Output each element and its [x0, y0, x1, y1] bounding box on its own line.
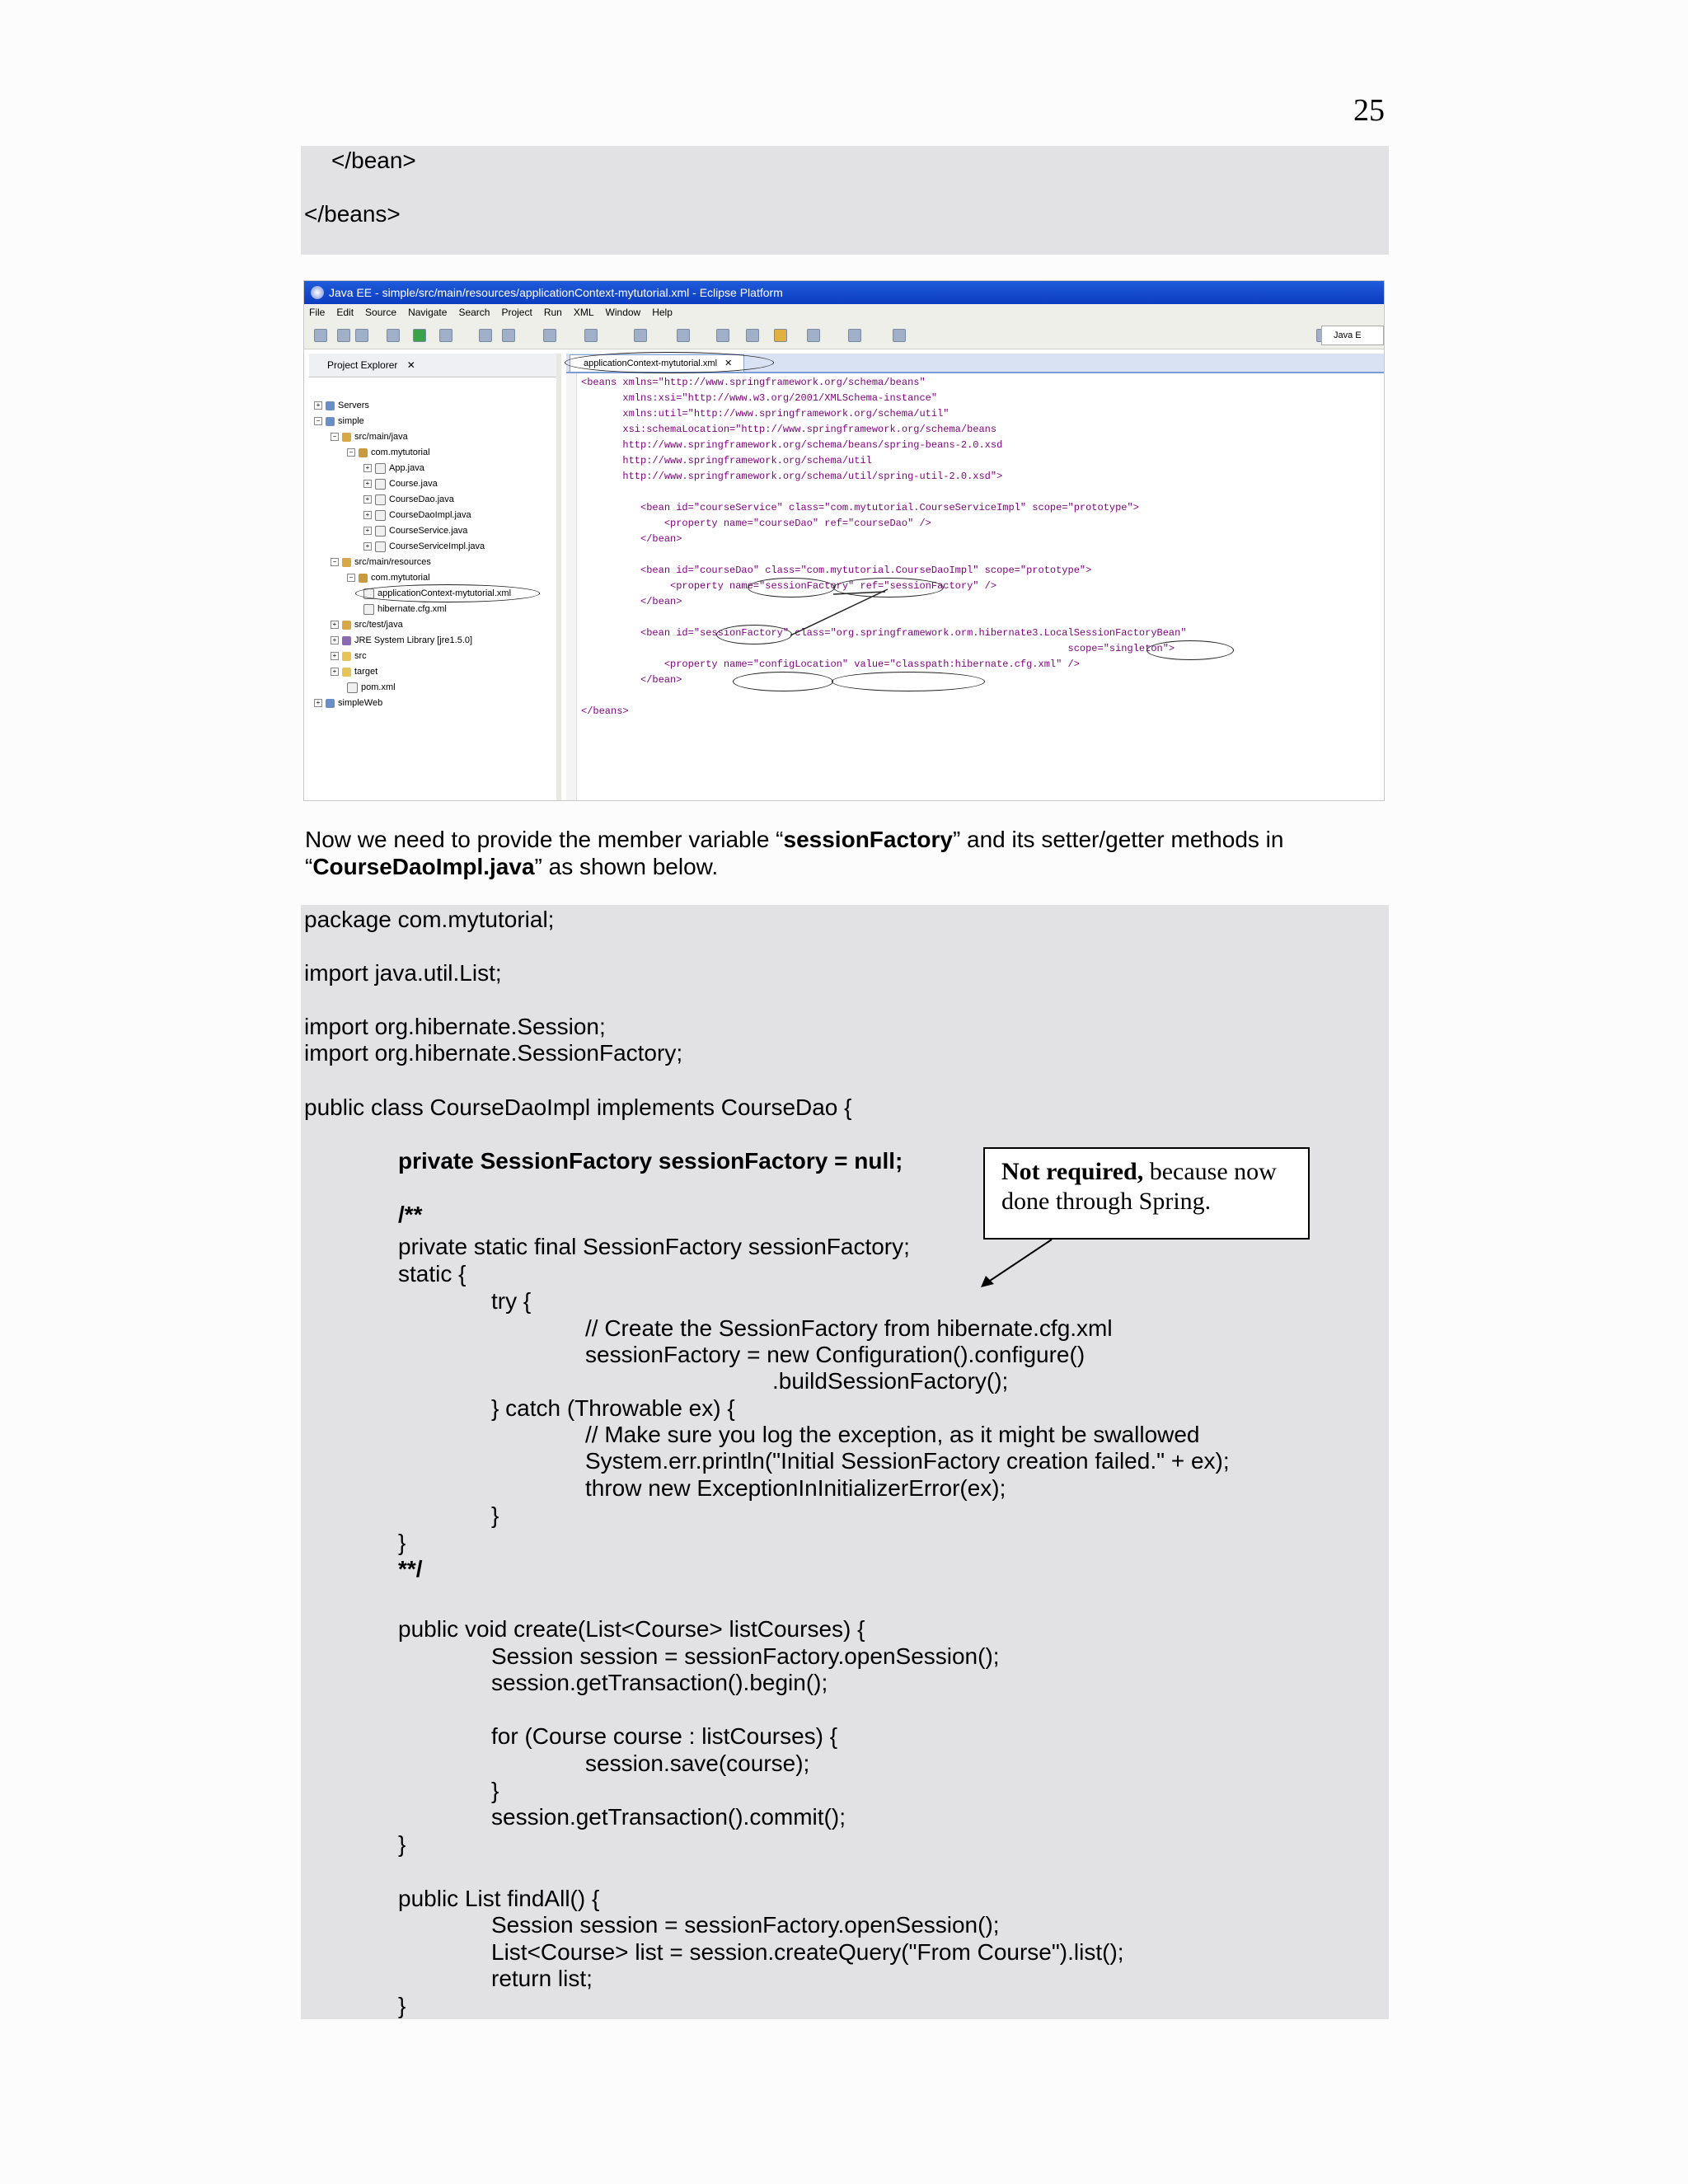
code-line: } [398, 1993, 406, 2018]
code-line: } [398, 1831, 406, 1857]
paragraph-text: ” and its setter/getter methods in [952, 827, 1284, 852]
xml-line: <property name="sessionFactory" ref="sessionFactory" /> [581, 580, 997, 592]
code-line: } [398, 1530, 406, 1555]
tree-label: com.mytutorial [371, 573, 430, 583]
code-line: public List findAll() { [398, 1886, 600, 1911]
code-line: public class CourseDaoImpl implements CourseDao { [304, 1094, 852, 1120]
code-line: </beans> [304, 201, 401, 227]
xml-line: http://www.springframework.org/schema/beans/spring-beans-2.0.xsd [581, 439, 1003, 451]
expand-icon[interactable]: + [314, 699, 322, 707]
xml-line: <bean id="courseService" class="com.mytutorial.CourseServiceImpl" scope="prototype"> [581, 502, 1139, 513]
menu-project[interactable]: Project [501, 307, 532, 318]
expand-icon[interactable]: + [331, 668, 339, 676]
tree-label: Servers [338, 401, 369, 410]
menu-navigate[interactable]: Navigate [408, 307, 448, 318]
callout-arrow [973, 1236, 1055, 1294]
collapse-icon[interactable]: − [347, 574, 355, 582]
tree-label: target [354, 667, 378, 677]
tree-label: com.mytutorial [371, 448, 430, 457]
editor-tab-label: applicationContext-mytutorial.xml [584, 359, 718, 368]
tree-label: src/main/java [354, 432, 408, 442]
xml-line: http://www.springframework.org/schema/util [581, 455, 872, 466]
xml-line: xmlns:util="http://www.springframework.org/schema/util" [581, 408, 950, 419]
xml-line: <beans xmlns="http://www.springframework.org/schema/beans" [581, 377, 926, 388]
code-line: } [491, 1778, 499, 1803]
expand-icon[interactable]: + [363, 480, 372, 488]
paragraph-bold: sessionFactory [783, 827, 953, 852]
tree-label: JRE System Library [jre1.5.0] [354, 635, 473, 645]
expand-icon[interactable]: + [363, 464, 372, 472]
xml-line: </bean> [581, 533, 682, 545]
top-code-block [301, 146, 1389, 255]
code-line: **/ [398, 1556, 423, 1582]
tree-label: simpleWeb [338, 698, 383, 708]
close-icon[interactable]: ✕ [406, 359, 415, 371]
xml-line: scope="singleton"> [581, 643, 1175, 654]
code-line: .buildSessionFactory(); [772, 1368, 1009, 1394]
expand-icon[interactable]: + [363, 511, 372, 519]
code-line: // Create the SessionFactory from hibernate.cfg.xml [585, 1315, 1113, 1341]
menu-run[interactable]: Run [543, 307, 562, 318]
tree-label: CourseDaoImpl.java [389, 510, 471, 520]
expand-icon[interactable]: + [331, 636, 339, 644]
expand-icon[interactable]: + [331, 621, 339, 629]
collapse-icon[interactable]: − [331, 433, 339, 441]
paragraph-bold: CourseDaoImpl.java [312, 854, 535, 879]
xml-line: <property name="courseDao" ref="courseDao" /> [581, 518, 931, 529]
menu-xml[interactable]: XML [573, 307, 594, 318]
code-line: static { [398, 1261, 467, 1286]
callout-box [983, 1147, 1310, 1240]
eclipse-screenshot [303, 280, 1385, 801]
code-line: // Make sure you log the exception, as it might be swallowed [585, 1422, 1200, 1447]
close-icon[interactable]: ✕ [724, 359, 733, 368]
menu-search[interactable]: Search [458, 307, 490, 318]
window-title: Java EE - simple/src/main/resources/applicationContext-mytutorial.xml - Eclipse Platform [329, 286, 783, 299]
page-number: 25 [1353, 93, 1385, 128]
tree-label: Course.java [389, 479, 438, 489]
menu-source[interactable]: Source [365, 307, 397, 318]
expand-icon[interactable]: + [363, 542, 372, 551]
tree-label: pom.xml [361, 682, 396, 692]
code-line: List<Course> list = session.createQuery("From Course").list(); [491, 1939, 1124, 1965]
expand-icon[interactable]: + [331, 652, 339, 660]
code-line: } [491, 1502, 499, 1528]
menu-file[interactable]: File [309, 307, 326, 318]
collapse-icon[interactable]: − [347, 448, 355, 457]
code-line: import org.hibernate.SessionFactory; [304, 1040, 683, 1066]
code-line: for (Course course : listCourses) { [491, 1723, 838, 1749]
code-line: } catch (Throwable ex) { [491, 1395, 735, 1421]
tree-label: CourseServiceImpl.java [389, 541, 485, 551]
code-line: /** [398, 1202, 423, 1227]
xml-line: </beans> [581, 705, 629, 717]
xml-line: <property name="configLocation" value="classpath:hibernate.cfg.xml" /> [581, 658, 1080, 670]
menu-window[interactable]: Window [605, 307, 641, 318]
code-line: return list; [491, 1966, 593, 1991]
tree-label: applicationContext-mytutorial.xml [377, 588, 512, 598]
code-line: package com.mytutorial; [304, 907, 555, 932]
code-line: public void create(List<Course> listCourses) { [398, 1616, 865, 1642]
explorer-label: Project Explorer [327, 359, 398, 371]
code-line: import org.hibernate.Session; [304, 1014, 606, 1039]
xml-line: xsi:schemaLocation="http://www.springframework.org/schema/beans [581, 424, 997, 435]
xml-line: xmlns:xsi="http://www.w3.org/2001/XMLSchema-instance" [581, 392, 938, 404]
tree-label: CourseDao.java [389, 494, 454, 504]
code-line: </bean> [331, 148, 416, 173]
collapse-icon[interactable]: − [314, 417, 322, 425]
code-line: throw new ExceptionInInitializerError(ex); [585, 1475, 1006, 1501]
paragraph-text: ” as shown below. [534, 854, 719, 879]
paragraph-text: Now we need to provide the member variable “ [305, 827, 784, 852]
xml-line: </bean> [581, 674, 682, 686]
xml-line: http://www.springframework.org/schema/util/spring-util-2.0.xsd"> [581, 471, 1003, 482]
xml-line: </bean> [581, 596, 682, 607]
callout-bold: Not required, [1001, 1158, 1144, 1185]
menu-help[interactable]: Help [652, 307, 673, 318]
tree-label: hibernate.cfg.xml [377, 604, 447, 614]
code-line: private static final SessionFactory sessionFactory; [398, 1234, 910, 1259]
tree-label: src/test/java [354, 620, 403, 630]
menu-edit[interactable]: Edit [336, 307, 354, 318]
code-line: session.getTransaction().commit(); [491, 1804, 846, 1830]
expand-icon[interactable]: + [314, 401, 322, 410]
code-line: private SessionFactory sessionFactory = null; [398, 1148, 903, 1174]
code-line: Session session = sessionFactory.openSession(); [491, 1643, 1000, 1669]
xml-line: <bean id="sessionFactory" class="org.springframework.orm.hibernate3.LocalSessionFactoryBean" [581, 627, 1187, 639]
callout-text: because now done through Spring. [1001, 1158, 1277, 1215]
xml-line: <bean id="courseDao" class="com.mytutorial.CourseDaoImpl" scope="prototype"> [581, 565, 1092, 576]
code-line: session.save(course); [585, 1750, 810, 1776]
tree-label: CourseService.java [389, 526, 468, 536]
code-line: Session session = sessionFactory.openSession(); [491, 1912, 1000, 1938]
code-line: import java.util.List; [304, 960, 502, 986]
tree-label: simple [338, 416, 364, 426]
tree-label: src [354, 651, 367, 661]
code-line: System.err.println("Initial SessionFactory creation failed." + ex); [585, 1448, 1230, 1474]
collapse-icon[interactable]: − [331, 558, 339, 566]
code-line: sessionFactory = new Configuration().configure() [585, 1342, 1085, 1367]
perspective-switcher[interactable]: Java E [1321, 326, 1384, 345]
expand-icon[interactable]: + [363, 495, 372, 504]
paragraph-text: “ [305, 854, 313, 879]
tree-label: src/main/resources [354, 557, 431, 567]
intro-paragraph [305, 826, 1376, 880]
tree-label: App.java [389, 463, 424, 473]
expand-icon[interactable]: + [363, 527, 372, 535]
connector-lines [304, 281, 1384, 800]
code-line: try { [491, 1288, 532, 1314]
code-line: session.getTransaction().begin(); [491, 1670, 828, 1695]
